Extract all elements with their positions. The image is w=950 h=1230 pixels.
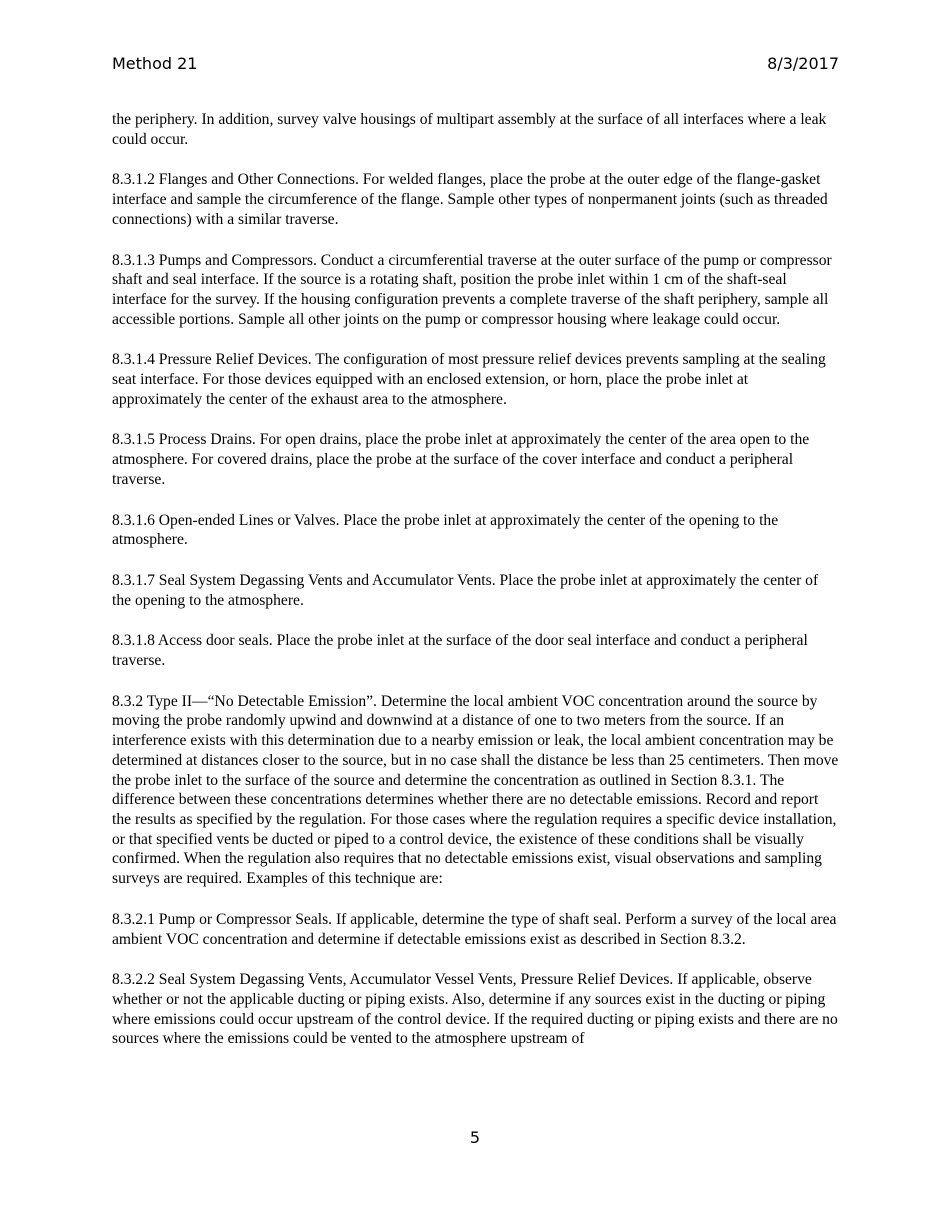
paragraph-8-3-2-1: 8.3.2.1 Pump or Compressor Seals. If applicable, determine the type of shaft seal. Perform a survey of the local area ambient VOC concentration and determine if detectable emissions exist as described in Section 8.3.2.	[112, 910, 837, 948]
paragraph-8-3-1-5: 8.3.1.5 Process Drains. For open drains, place the probe inlet at approximately the center of the area open to the atmosphere. For covered drains, place the probe at the surface of the cover interface and conduct a peripheral traverse.	[112, 431, 810, 488]
page-number: 5	[469, 1128, 481, 1147]
paragraph-continuation: the periphery. In addition, survey valve housings of multipart assembly at the surface of all interfaces where a leak could occur.	[112, 111, 827, 148]
document-title: Method 21	[112, 54, 198, 73]
paragraph-8-3-2-2: 8.3.2.2 Seal System Degassing Vents, Accumulator Vessel Vents, Pressure Relief Devices. If applicable, observe whether or not the applicable ducting or piping exists. Also, determine if any sources exist in the ducting or piping where emissions could occur upstream of the control device. If the required ducting or piping exists and there are no sources where the emissions could be vented to the atmosphere upstream of	[112, 971, 838, 1048]
document-body	[112, 110, 839, 1070]
paragraph-8-3-1-6: 8.3.1.6 Open-ended Lines or Valves. Place the probe inlet at approximately the center of the opening to the atmosphere.	[112, 511, 779, 549]
paragraph-8-3-1-3: 8.3.1.3 Pumps and Compressors. Conduct a circumferential traverse at the outer surface of the pump or compressor shaft and seal interface. If the source is a rotating shaft, position the probe inlet within 1 cm of the shaft-seal interface for the survey. If the housing configuration prevents a complete traverse of the shaft periphery, sample all accessible portions. Sample all other joints on the pump or compressor housing where leakage could occur.	[112, 251, 832, 328]
paragraph-8-3-1-2: 8.3.1.2 Flanges and Other Connections. For welded flanges, place the probe at the outer edge of the flange-gasket interface and sample the circumference of the flange. Sample other types of nonpermanent joints (such as threaded connections) with a similar traverse.	[112, 171, 828, 228]
paragraph-8-3-2: 8.3.2 Type II—“No Detectable Emission”. Determine the local ambient VOC concentration around the source by moving the probe randomly upwind and downwind at a distance of one to two meters from the source. If an interference exists with this determination due to a nearby emission or leak, the local ambient concentration may be determined at distances closer to the source, but in no case shall the distance be less than 25 centimeters. Then move the probe inlet to the surface of the source and determine the concentration as outlined in Section 8.3.1. The difference between these concentrations determines whether there are no detectable emissions. Record and report the results as specified by the regulation. For those cases where the regulation requires a specific device installation, or that specified vents be ducted or piped to a control device, the existence of these conditions shall be visually confirmed. When the regulation also requires that no detectable emissions exist, visual observations and sampling surveys are required. Examples of this technique are:	[112, 692, 839, 888]
paragraph-8-3-1-4: 8.3.1.4 Pressure Relief Devices. The configuration of most pressure relief devices prevents sampling at the sealing seat interface. For those devices equipped with an enclosed extension, or horn, place the probe inlet at approximately the center of the exhaust area to the atmosphere.	[112, 351, 826, 408]
paragraph-8-3-1-8: 8.3.1.8 Access door seals. Place the probe inlet at the surface of the door seal interface and conduct a peripheral traverse.	[112, 632, 808, 670]
document-date: 8/3/2017	[767, 54, 839, 73]
paragraph-8-3-1-7: 8.3.1.7 Seal System Degassing Vents and Accumulator Vents. Place the probe inlet at approximately the center of the opening to the atmosphere.	[112, 571, 819, 609]
page-header	[112, 54, 839, 78]
